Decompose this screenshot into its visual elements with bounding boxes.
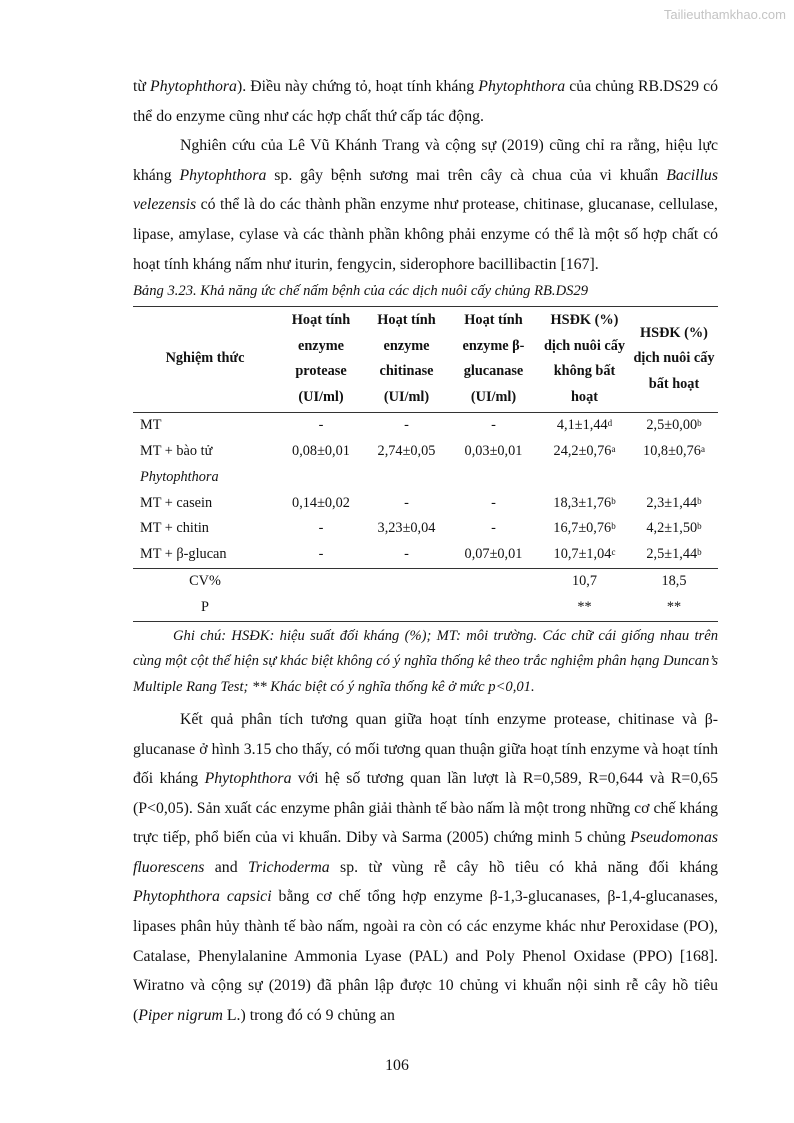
table-row [133, 439, 718, 491]
row-glucanase: - [491, 417, 496, 434]
page-content [133, 72, 718, 1030]
stat-hsdk-active: ** [539, 595, 630, 621]
paragraph-body: Kết quả phân tích tương quan giữa hoạt tính enzyme protease, chitinase và β-glucanase ở hình 3.15 cho thấy, có mối tương quan thuận giữa hoạt tính enzyme và hoạt tính đối kháng Phytophthora với hệ số tương quan lần lượt là R=0,589, R=0,644 và R=0,65 (P<0,05). Sản xuất các enzyme phân giải thành tế bào nấm là một trong những cơ chế kháng trực tiếp, phổ biến của vi khuẩn. Diby và Sarma (2005) chứng minh 5 chủng Pseudomonas fluorescens and Trichoderma sp. từ vùng rễ cây hồ tiêu có khả năng đối kháng Phytophthora capsici bằng cơ chế tổng hợp enzyme β-1,3-glucanases, β-1,4-glucanases, lipases phân hủy thành tế bào nấm, ngoài ra còn có các enzyme khác như Peroxidase (PO), Catalase, Phenylalanine Ammonia Lyase (PAL) and Poly Phenol Oxidase (PPO) [168]. Wiratno và cộng sự (2019) đã phân lập được 10 chủng vi khuẩn nội sinh rễ cây hồ tiêu (Piper nigrum L.) trong đó có 9 chủng an [133, 710, 719, 1024]
row-glucanase: 0,07±0,01 [464, 546, 523, 563]
row-chitinase: 3,23±0,04 [377, 520, 436, 537]
stat-row-p [133, 595, 718, 621]
table-caption: Bảng 3.23. Khả năng ức chế nấm bệnh của các dịch nuôi cấy chủng RB.DS29 [133, 283, 588, 300]
row-hsdk-active: 24,2±0,76$^a$ [553, 442, 616, 459]
row-protease: 0,14±0,02 [292, 494, 350, 511]
table-row [133, 491, 718, 517]
row-protease: 0,08±0,01 [292, 442, 350, 459]
row-treatment: MT + bào tử Phytophthora [140, 442, 219, 485]
table-row [133, 542, 718, 568]
table-row [133, 413, 718, 439]
stat-label: P [133, 595, 277, 621]
row-treatment: MT + chitin [140, 520, 209, 537]
row-hsdk-inactivated: 2,5±0,00$^b$ [646, 417, 702, 434]
row-protease: - [318, 520, 324, 537]
stat-label: CV% [133, 568, 277, 594]
paragraph-intro-1: từ Phytophthora). Điều này chứng tỏ, hoạt tính kháng Phytophthora của chủng RB.DS29 có thể do enzyme cũng như các hợp chất thứ cấp tác động. [133, 78, 719, 125]
row-hsdk-inactivated: 2,5±1,44$^b$ [646, 546, 702, 563]
row-protease: - [318, 417, 324, 434]
paragraph-intro-2: Nghiên cứu của Lê Vũ Khánh Trang và cộng sự (2019) cũng chỉ ra rằng, hiệu lực kháng Phytophthora sp. gây bệnh sương mai trên cây cà chua của vi khuẩn Bacillus velezensis có thể là do các thành phần enzyme như protease, chitinase, glucanase, cellulase, lipase, amylase, cylase và các thành phần không phải enzyme có thể là một số hợp chất có hoạt tính kháng nấm như iturin, fengycin, siderophore bacillibactin [167]. [133, 137, 718, 273]
table-note: Ghi chú: HSĐK: hiệu suất đối kháng (%); MT: môi trường. Các chữ cái giống nhau trên cùng một cột thể hiện sự khác biệt không có ý nghĩa thống kê theo trắc nghiệm phân hạng Duncan’s Multiple Rang Test; ** Khác biệt có ý nghĩa thống kê ở mức p<0,01. [133, 627, 718, 696]
header-glucanase: Hoạt tính enzyme β-glucanase (UI/ml) [448, 307, 539, 413]
row-treatment: MT + β-glucan [140, 546, 227, 563]
table-header-row [133, 307, 718, 413]
row-glucanase: - [491, 520, 496, 537]
stat-hsdk-active: 10,7 [539, 568, 630, 594]
stat-row-cv [133, 568, 718, 594]
row-chitinase: - [404, 417, 409, 434]
table-row [133, 516, 718, 542]
stat-hsdk-inactivated: ** [630, 595, 718, 621]
header-hsdk-active: HSĐK (%) dịch nuôi cấy không bất hoạt [539, 307, 630, 413]
header-protease: Hoạt tính enzyme protease (UI/ml) [277, 307, 365, 413]
stat-hsdk-inactivated: 18,5 [630, 568, 718, 594]
row-hsdk-active: 10,7±1,04$^c$ [553, 546, 616, 563]
row-hsdk-active: 18,3±1,76$^b$ [553, 494, 616, 511]
page-number: 106 [385, 1057, 409, 1074]
row-hsdk-active: 16,7±0,76$^b$ [553, 520, 616, 537]
header-chitinase: Hoạt tính enzyme chitinase (UI/ml) [365, 307, 448, 413]
results-table [133, 306, 718, 621]
row-hsdk-inactivated: 2,3±1,44$^b$ [646, 494, 702, 511]
row-chitinase: - [404, 546, 409, 563]
row-chitinase: 2,74±0,05 [377, 442, 436, 459]
row-glucanase: - [491, 494, 496, 511]
watermark: Tailieuthamkhao.com [663, 7, 786, 22]
header-treatment: Nghiệm thức [133, 307, 277, 413]
header-hsdk-inactivated: HSĐK (%) dịch nuôi cấy bất hoạt [630, 307, 718, 413]
row-glucanase: 0,03±0,01 [464, 442, 523, 459]
row-hsdk-inactivated: 4,2±1,50$^b$ [646, 520, 702, 537]
row-hsdk-inactivated: 10,8±0,76$^a$ [643, 442, 705, 459]
row-treatment: MT [140, 417, 162, 434]
row-hsdk-active: 4,1±1,44$^d$ [556, 417, 613, 434]
row-chitinase: - [404, 494, 409, 511]
row-treatment: MT + casein [140, 494, 213, 511]
row-protease: - [318, 546, 324, 563]
